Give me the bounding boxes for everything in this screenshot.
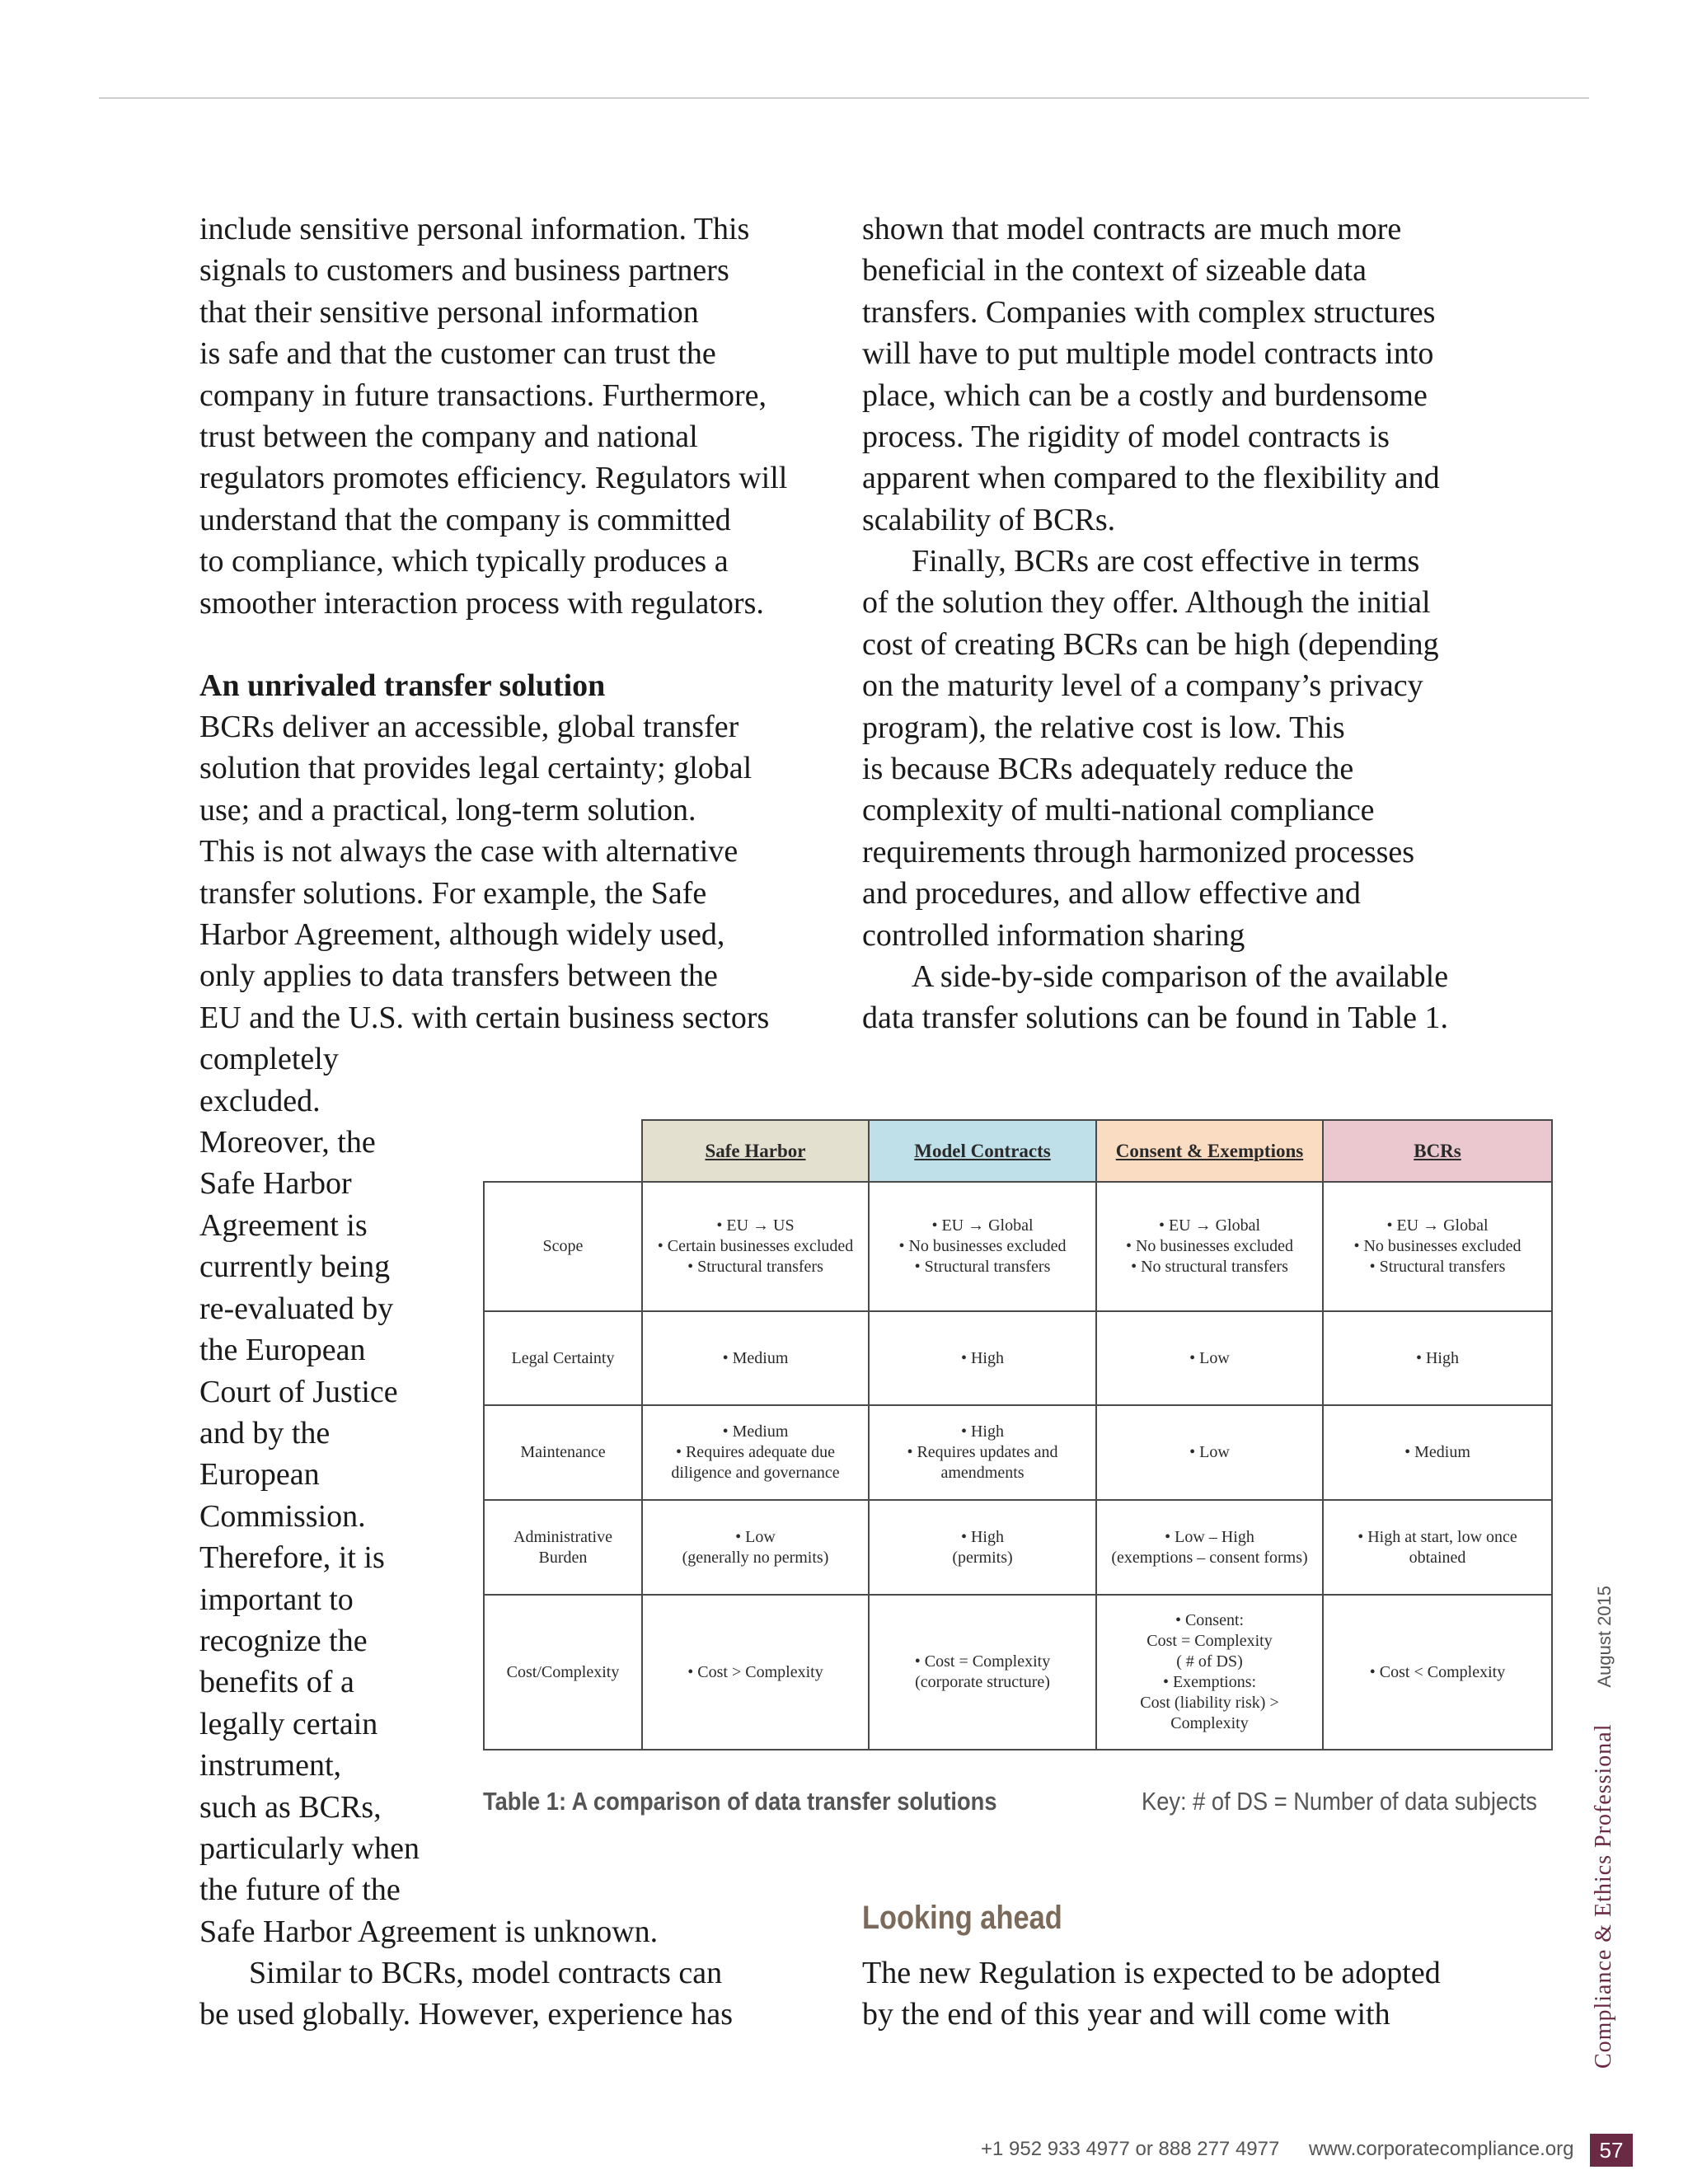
text-line: the European [199,1333,366,1368]
text-line: process. The rigidity of model contracts is [862,419,1390,455]
cell-list [1111,1527,1307,1568]
table-cell [641,1499,870,1596]
cell-list [1330,1527,1545,1568]
text-line: The new Regulation is expected to be adopted [862,1956,1441,1990]
text-line: legally certain [199,1706,378,1741]
footer-website[interactable]: www.corporatecompliance.org [1309,2138,1574,2160]
cell-line: • Cost = Complexity [914,1652,1051,1671]
cell-list [682,1527,829,1568]
text-line: program), the relative cost is low. This [862,710,1345,745]
text-line: shown that model contracts are much more [862,212,1402,246]
cell-list [658,1216,854,1277]
table-cell [1095,1404,1324,1501]
text-line: be used globally. However, experience has [199,1997,734,2032]
cell-line: • EU → Global [931,1216,1034,1235]
cell-line: • No businesses excluded [1353,1237,1522,1255]
section-heading-unrivaled: An unrivaled transfer solution [199,668,606,703]
cell-line: (permits) [952,1548,1013,1567]
table-cell [641,1310,870,1406]
text-line: and procedures, and allow effective and [862,876,1361,912]
table-cell [1322,1404,1553,1501]
text-line: Harbor Agreement, although widely used, [199,917,725,953]
cell-line: • EU → Global [1386,1216,1489,1235]
cell-line: • Medium [722,1348,789,1367]
table-key: Key: # of DS = Number of data subjects [1142,1787,1537,1816]
text-line: important to [199,1582,354,1617]
cell-line: • Certain businesses excluded [657,1237,854,1255]
cell-list [952,1527,1012,1568]
cell-list [876,1422,1089,1483]
text-line: solution that provides legal certainty; global [199,751,753,786]
text-line: BCRs deliver an accessible, global transfer [199,710,739,744]
right-paragraph-3 [862,956,1448,1039]
cell-list [1416,1348,1459,1369]
text-line: include sensitive personal information. This [199,212,750,246]
column-header: Safe Harbor [641,1119,870,1183]
cell-line: Cost = Complexity [1146,1632,1273,1650]
cell-line: • EU → US [716,1216,795,1235]
text-line: apparent when compared to the flexibility and [862,461,1440,496]
text-line: transfers. Companies with complex structures [862,294,1436,330]
issue-date: August 2015 [1594,1585,1615,1688]
cell-line: • Low – High [1165,1527,1254,1546]
cell-list [1126,1216,1293,1277]
table-cell [1322,1594,1553,1750]
text-line: particularly when [199,1830,420,1866]
cell-list [687,1662,823,1683]
cell-line: • Medium [722,1422,789,1441]
text-line: Agreement is [199,1207,368,1243]
text-line: transfer solutions. For example, the Safe [199,875,707,911]
text-line: trust between the company and national [199,419,698,455]
right-paragraph-2 [862,541,1439,956]
table-cell [1095,1181,1324,1312]
table-cell [1095,1499,1324,1596]
table-cell [868,1594,1097,1750]
right-paragraph-4 [862,1952,1441,2036]
row-header: Cost/Complexity [483,1594,643,1750]
text-line: Safe Harbor [199,1166,352,1202]
text-line: completely [199,1042,339,1077]
cell-line: • No structural transfers [1131,1258,1288,1276]
text-line: This is not always the case with alternative [199,834,738,869]
cell-line: • Cost < Complexity [1369,1662,1506,1681]
table-cell [641,1404,870,1501]
text-line: will have to put multiple model contracts into [862,336,1434,372]
table-cell [641,1594,870,1750]
text-line: signals to customers and business partners [199,253,729,288]
text-line: recognize the [199,1623,368,1658]
text-line: scalability of BCRs. [862,502,1116,537]
text-line: the future of the [199,1872,401,1908]
cell-line: (corporate structure) [915,1673,1050,1691]
text-line: Similar to BCRs, model contracts can [249,1956,723,1990]
cell-list [915,1652,1050,1693]
table-cell [1095,1594,1324,1750]
cell-line: Complexity [1170,1714,1249,1732]
text-line: use; and a practical, long-term solution. [199,792,696,827]
page-number: 57 [1590,2134,1633,2167]
comparison-table [483,1119,1551,1749]
text-line: currently being [199,1249,391,1285]
text-line: re-evaluated by [199,1291,394,1326]
column-header: Consent & Exemptions [1095,1119,1324,1183]
text-line: to compliance, which typically produces a [199,544,729,579]
text-line: regulators promotes efficiency. Regulators will [199,461,788,496]
text-line: Finally, BCRs are cost effective in terms [912,544,1420,579]
text-line: A side-by-side comparison of the available [912,959,1449,994]
cell-list [961,1348,1004,1369]
table-caption: Table 1: A comparison of data transfer solutions [483,1787,997,1816]
side-running-title [1591,1586,1617,2069]
cell-list [1353,1216,1521,1277]
row-header: Administrative Burden [483,1499,643,1596]
publication-name: Compliance & Ethics Professional [1591,1723,1616,2069]
text-line: place, which can be a costly and burdensome [862,377,1428,413]
text-line: is safe and that the customer can trust the [199,336,716,372]
cell-list [1189,1442,1230,1463]
cell-line: • Requires adequate due diligence and governance [671,1443,840,1482]
text-line: excluded. [199,1083,321,1118]
text-line: of the solution they offer. Although the initial [862,585,1431,621]
text-line: requirements through harmonized processes [862,834,1415,869]
row-header: Legal Certainty [483,1310,643,1406]
cell-line: • Structural transfers [914,1258,1051,1276]
table-cell [1095,1310,1324,1406]
cell-line: • Requires updates and amendments [907,1443,1058,1482]
text-line: benefits of a [199,1665,354,1700]
column-header: BCRs [1322,1119,1553,1183]
text-line: Moreover, the [199,1125,376,1160]
cell-line: • EU → Global [1158,1216,1261,1235]
table-cell [868,1310,1097,1406]
text-line: instrument, [199,1748,342,1783]
right-paragraph-1 [862,209,1440,541]
cell-line: • High [960,1348,1004,1367]
text-line: controlled information sharing [862,917,1245,953]
cell-line: • Low [735,1527,776,1546]
cell-list [1189,1348,1230,1369]
section-heading-looking-ahead: Looking ahead [862,1900,1062,1936]
text-line: is because BCRs adequately reduce the [862,752,1354,787]
text-line: beneficial in the context of sizeable data [862,253,1367,288]
table-cell [1322,1181,1553,1312]
text-line: company in future transactions. Furthermore, [199,377,767,413]
text-line: complexity of multi-national compliance [862,793,1375,828]
text-line: such as BCRs, [199,1789,382,1825]
text-line: on the maturity level of a company’s privacy [862,668,1423,704]
cell-line: • Structural transfers [687,1258,823,1276]
text-line: Commission. [199,1498,366,1534]
row-header: Maintenance [483,1404,643,1501]
cell-line: • Consent: [1175,1611,1245,1629]
text-line: cost of creating BCRs can be high (depending [862,626,1439,662]
cell-list [898,1216,1066,1277]
table-cell [641,1181,870,1312]
table-cell [1322,1499,1553,1596]
cell-list [649,1422,861,1483]
cell-line: • Low [1189,1443,1230,1461]
cell-line: • Structural transfers [1369,1258,1506,1276]
left-paragraph-1 [199,209,787,624]
text-line: understand that the company is committed [199,502,731,537]
table-cell [868,1499,1097,1596]
text-line: European [199,1457,320,1493]
table-corner [483,1119,643,1183]
cell-line: • Low [1189,1348,1230,1367]
text-line: data transfer solutions can be found in Table 1. [862,1001,1449,1036]
cell-line: • High [960,1527,1004,1546]
row-header: Scope [483,1181,643,1312]
text-line: and by the [199,1415,331,1451]
cell-line: (generally no permits) [682,1548,829,1567]
cell-line: • Cost > Complexity [687,1662,823,1681]
text-line: Safe Harbor Agreement is unknown. [199,1914,659,1949]
cell-list [1140,1610,1279,1734]
table-cell [1322,1310,1553,1406]
text-line: EU and the U.S. with certain business sectors [199,1000,770,1035]
cell-list [723,1348,789,1369]
cell-line: • Exemptions: [1162,1673,1257,1691]
text-line: by the end of this year and will come with [862,1997,1390,2032]
text-line: smoother interaction process with regulators. [199,585,764,621]
cell-line: (exemptions – consent forms) [1111,1548,1308,1567]
cell-list [1370,1662,1505,1683]
table-cell [868,1404,1097,1501]
cell-line: • High [960,1422,1004,1441]
cell-line: • High at start, low once obtained [1357,1527,1517,1567]
cell-line: • High [1415,1348,1459,1367]
cell-line: Cost (liability risk) > [1140,1694,1279,1712]
text-line: Court of Justice [199,1374,398,1409]
cell-line: • No businesses excluded [898,1237,1067,1255]
table-cell [868,1181,1097,1312]
cell-line: • No businesses excluded [1125,1237,1294,1255]
top-rule [99,97,1589,99]
column-header: Model Contracts [868,1119,1097,1183]
cell-line: ( # of DS) [1176,1652,1243,1671]
left-paragraph-3 [199,1952,733,2036]
text-line: only applies to data transfers between the [199,958,718,994]
cell-list [1404,1442,1470,1463]
text-line: Therefore, it is [199,1540,385,1576]
cell-line: • Medium [1404,1443,1470,1461]
footer-phone: +1 952 933 4977 or 888 277 4977 [981,2138,1280,2160]
text-line: that their sensitive personal information [199,294,699,330]
